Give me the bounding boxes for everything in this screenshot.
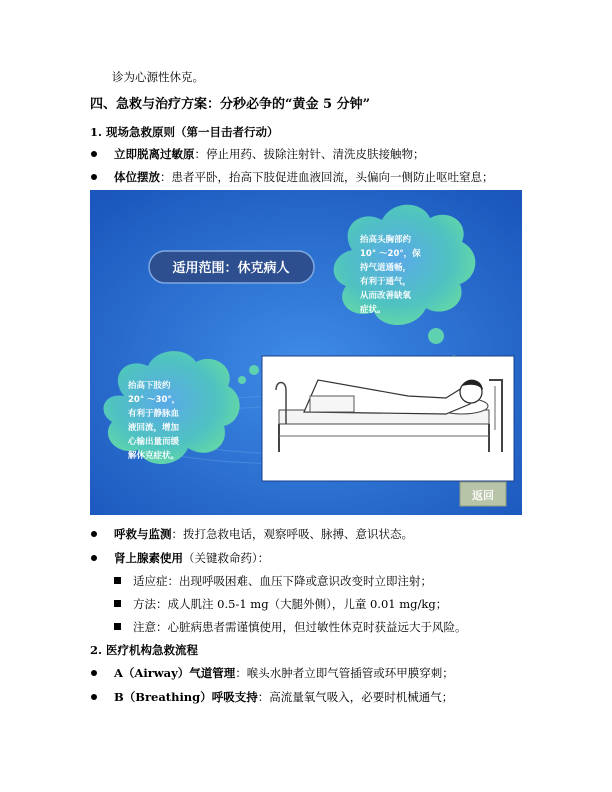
scope-label (149, 251, 314, 283)
list-item-lead: B（Breathing）呼吸支持 (114, 690, 258, 704)
bullet-icon (91, 670, 97, 676)
sub-list-item: 注意：心脏病患者需谨慎使用，但过敏性休克时获益远大于风险。 (133, 620, 467, 634)
cloud-legs-line: 解休克症状。 (128, 451, 180, 461)
cloud-head-line: 从而改善缺氧 (360, 291, 412, 301)
square-bullet-icon (114, 623, 121, 630)
sub-list-item: 方法：成人肌注 0.5-1 mg（大腿外侧），儿童 0.01 mg/kg； (133, 597, 448, 611)
subheading-1-title: 现场急救原则（第一目击者行动） (106, 125, 279, 139)
section-heading: 四、急救与治疗方案：分秒必争的“黄金 5 分钟” (90, 97, 371, 112)
cloud-legs-line: 心输出量而缓 (128, 437, 180, 447)
cloud-head-line: 10° ～20°，保 (360, 249, 421, 259)
list-item-lead: 立即脱离过敏原 (114, 147, 195, 161)
cloud-head-line: 症状。 (360, 305, 386, 315)
list-item (114, 526, 413, 542)
list-item (114, 665, 454, 681)
square-bullet-icon (114, 600, 121, 607)
list-item-lead: 肾上腺素使用 (114, 551, 183, 565)
list-item-text: ：拨打急救电话，观察呼吸、脉搏、意识状态。 (171, 527, 413, 541)
subheading-2-number: 2. (90, 643, 103, 657)
cloud-head-line: 持气道通畅， (360, 263, 412, 273)
list-item-text: （关键救命药）： (183, 551, 270, 565)
list-item (114, 169, 494, 185)
list-item-lead: 呼救与监测 (114, 527, 172, 541)
list-item-text: ：停止用药、拔除注射针、清洗皮肤接触物； (194, 147, 425, 161)
cloud-legs-line: 液回流，增加 (128, 423, 180, 433)
list-item (114, 689, 453, 705)
cloud-head-line: 有利于通气， (360, 277, 412, 287)
subheading-1-number: 1. (90, 125, 103, 139)
cloud-legs-line: 20° ～30°， (128, 395, 181, 405)
return-button[interactable] (460, 482, 506, 506)
subheading-2-title: 医疗机构急救流程 (106, 643, 199, 657)
list-item (114, 550, 269, 566)
scope-label-text: 适用范围：休克病人 (172, 261, 290, 276)
cloud-bubble (249, 365, 259, 375)
patient-bed-illustration (262, 356, 514, 481)
sub-list-item: 适应症：出现呼吸困难、血压下降或意识改变时立即注射； (133, 574, 432, 588)
return-button-label: 返回 (472, 489, 494, 502)
cloud-legs-line: 抬高下肢约 (128, 381, 171, 391)
list-item-lead: A（Airway）气道管理 (114, 666, 236, 680)
cloud-bubble (238, 376, 246, 384)
bullet-icon (91, 531, 97, 537)
cloud-bubble (428, 328, 444, 344)
bullet-icon (91, 174, 97, 180)
subheading-1 (90, 124, 279, 140)
list-item-text: ：喉头水肿者立即气管插管或环甲膜穿刺； (235, 666, 454, 680)
cloud-head-line: 抬高头胸部约 (360, 235, 412, 245)
bullet-icon (91, 694, 97, 700)
list-item (114, 146, 425, 162)
list-item-text: ：患者平卧，抬高下肢促进血液回流，头偏向一侧防止呕吐窒息； (160, 170, 494, 184)
list-item-lead: 体位摆放 (114, 170, 160, 184)
cloud-legs-line: 有利于静脉血 (128, 409, 180, 419)
bullet-icon (91, 555, 97, 561)
subheading-2 (90, 642, 198, 658)
bullet-icon (91, 151, 97, 157)
paragraph-tail: 诊为心源性休克。 (112, 70, 204, 84)
shock-position-figure (90, 190, 522, 515)
square-bullet-icon (114, 577, 121, 584)
list-item-text: ：高流量氧气吸入，必要时机械通气； (257, 690, 454, 704)
